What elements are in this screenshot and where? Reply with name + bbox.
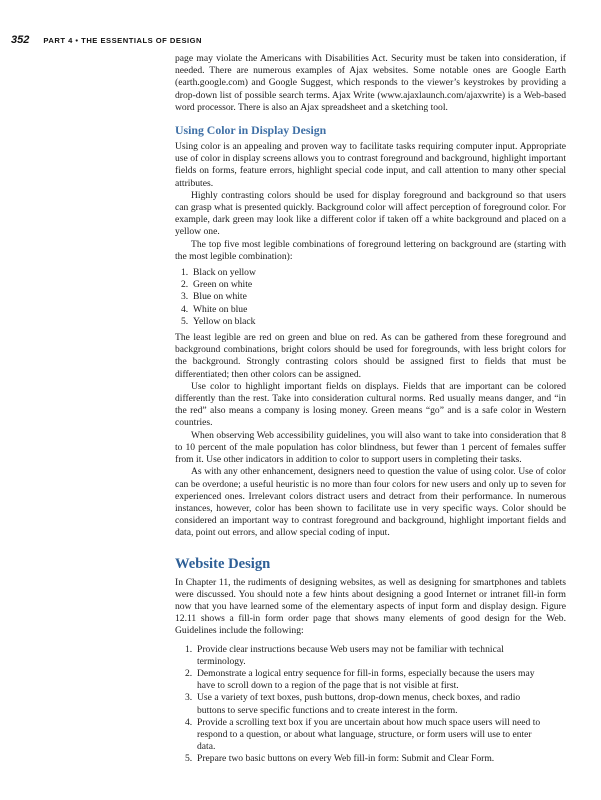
list-item <box>175 279 566 291</box>
list-item-number: 3. <box>185 692 193 704</box>
list-item <box>175 668 566 692</box>
list-item-text: Prepare two basic buttons on every Web fill-in form: Submit and Clear Form. <box>197 753 495 765</box>
paragraph: As with any other enhancement, designers need to question the value of using color. Use of color can be overdone; a useful heuristic is no more than four colors for new users and only up to seven for experienced ones. Irrelevant colors distract users and detract from their performance. In numerous instances, however, color has been shown to facilitate use in very specific ways. Color should be considered an important way to contrast foreground and background, highlight important fields and data, point out errors, and allow special coding of input. <box>175 466 566 539</box>
list-item-text: Use a variety of text boxes, push buttons, drop-down menus, check boxes, and radio buttons to serve specific functions and to create interest in the form. <box>197 692 521 716</box>
list-item <box>175 291 566 303</box>
list-item-number: 2. <box>181 279 189 291</box>
color-section-heading: Using Color in Display Design <box>175 123 327 138</box>
paragraph: Use color to highlight important fields on displays. Fields that are important can be colored differently than the rest. Take into consideration cultural norms. Red usually means danger, and “in the red” also means a company is losing money. Green means “go” and is a safe color in Western countries. <box>175 380 566 429</box>
paragraph: In Chapter 11, the rudiments of designing websites, as well as designing for smartphones and tablets were discussed. You should note a few hints about designing a good Internet or intranet fill-in form now that you have learned some of the elementary aspects of input form and display design. Figure 12.11 shows a fill-in form order page that shows many elements of good design for the Web. Guidelines include the following: <box>175 576 566 637</box>
part-label: PART 4 • THE ESSENTIALS OF DESIGN <box>43 36 203 45</box>
list-item-text: White on blue <box>193 303 248 315</box>
list-item-number: 3. <box>181 291 189 303</box>
list-item-text: Blue on white <box>193 291 247 303</box>
list-item-text: Green on white <box>193 279 253 291</box>
list-item-number: 1. <box>181 267 189 279</box>
body-content <box>175 53 566 770</box>
website-section-heading: Website Design <box>175 555 271 572</box>
list-item <box>175 644 566 668</box>
list-item-text: Yellow on black <box>193 315 256 327</box>
list-item <box>175 753 566 765</box>
website-guidelines-list <box>175 644 566 766</box>
list-item <box>175 267 566 279</box>
list-item-number: 4. <box>185 716 193 728</box>
paragraph: Using color is an appealing and proven way to facilitate tasks requiring computer input. Appropriate use of color in display screens allows you to contrast foreground and background, highlight important fields on forms, feature errors, highlight special code input, and call attention to many other special attributes. <box>175 141 566 189</box>
list-item-text: Provide clear instructions because Web users may not be familiar with technical terminology. <box>197 643 504 667</box>
list-item <box>175 304 566 316</box>
legible-combinations-list <box>175 267 566 328</box>
running-head <box>11 34 202 48</box>
list-item-text: Demonstrate a logical entry sequence for fill-in forms, especially because the users may have to scroll down to a region of the page that is not visible at first. <box>197 667 535 692</box>
list-item-text: Black on yellow <box>193 267 256 279</box>
list-item-number: 5. <box>185 753 193 765</box>
list-item <box>175 316 566 328</box>
paragraph: Highly contrasting colors should be used for display foreground and background so that users can grasp what is presented quickly. Background color will affect perception of foreground color. For example, dark green may look like a different color if taken off a white background and placed on a yellow one. <box>175 189 566 238</box>
list-item-number: 2. <box>185 667 193 679</box>
list-item-text: Provide a scrolling text box if you are uncertain about how much space users will need to respond to a question, or about what language, structure, or form users will use to enter data. <box>197 716 541 753</box>
paragraph: The top five most legible combinations of foreground lettering on background are (starting with the most legible combination): <box>175 238 566 262</box>
page-number: 352 <box>11 34 30 46</box>
list-item-number: 5. <box>181 315 189 327</box>
paragraph: When observing Web accessibility guidelines, you will also want to take into consideration that 8 to 10 percent of the male population has color blindness, but fewer than 1 percent of females suffer from it. Use other indicators in addition to color to support users in completing their tasks. <box>175 429 566 466</box>
list-item <box>175 692 566 716</box>
list-item-number: 4. <box>181 303 189 315</box>
paragraph: The least legible are red on green and blue on red. As can be gathered from these foreground and background combinations, bright colors should be used for foregrounds, with less bright colors for the background. Strongly contrasting colors should be assigned first to fields that must be differentiated; then other colors can be assigned. <box>175 332 566 380</box>
list-item-number: 1. <box>185 643 193 655</box>
intro-paragraph: page may violate the Americans with Disabilities Act. Security must be taken into consideration, if needed. There are numerous examples of Ajax websites. Some notable ones are Google Earth (earth.google.com) and Google Suggest, which responds to the viewer’s keystrokes by providing a drop-down list of possible search terms. Ajax Write (www.ajaxlaunch.com/ajaxwrite) is a Web-based word processor. There is also an Ajax spreadsheet and a sketching tool. <box>175 53 566 113</box>
list-item <box>175 717 566 754</box>
